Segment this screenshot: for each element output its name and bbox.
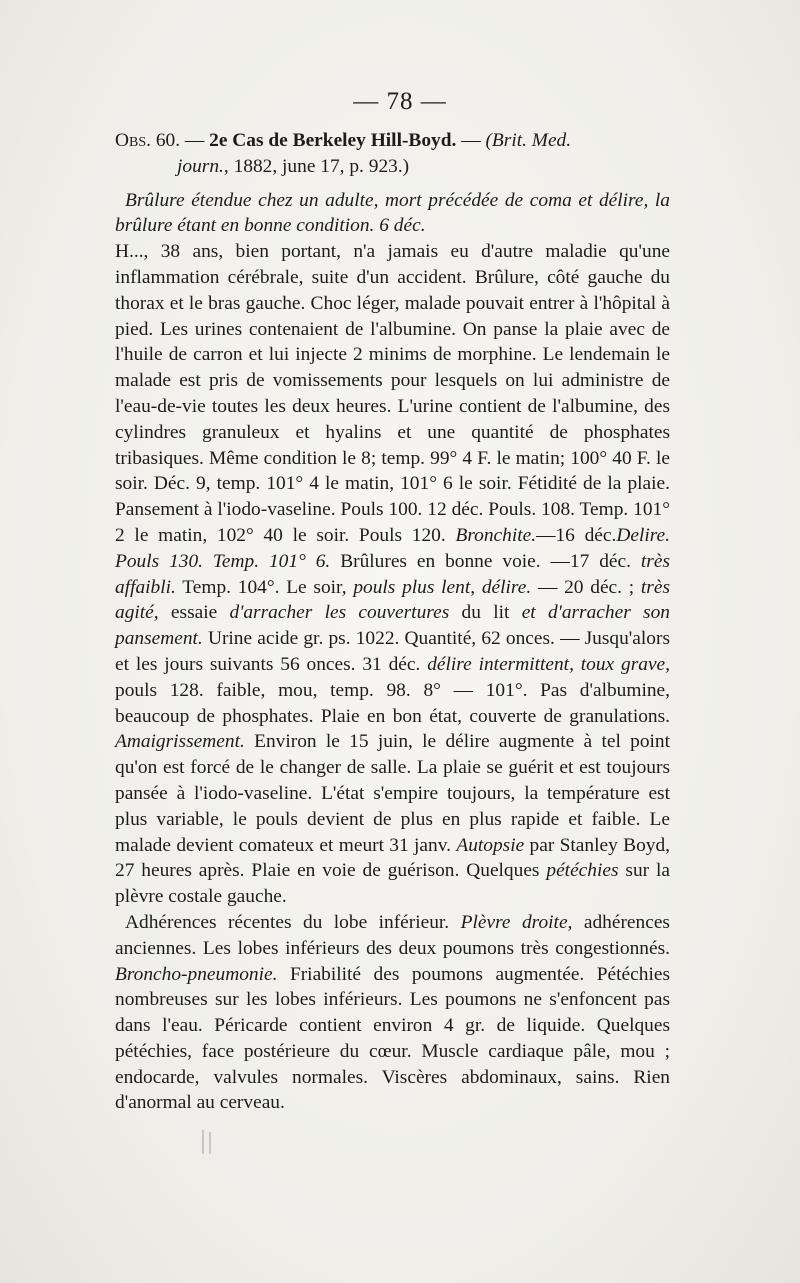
- narrative-emphasis: Amaigrissement.: [115, 731, 245, 753]
- narrative-text: du lit: [449, 602, 510, 624]
- narrative-text: Temp. 104°. Le soir,: [175, 576, 347, 598]
- narrative-text: par Stanley Boyd, 27 heures après. Plaie en voie de guérison. Quelques: [115, 834, 670, 882]
- findings-text: Friabilité des poumons augmentée. Pétéchies nombreuses sur les lobes inférieurs. Les poumons ne s'enfoncent pas dans l'eau. Péricarde contient environ 4 gr. de liquide. Quelques pétéchies, face postérieure du cœur. Muscle cardiaque pâle, mou ; endocarde, valvules normales. Viscères abdominaux, sains. Rien d'anormal au cerveau.: [115, 963, 670, 1114]
- narrative-emphasis: Bronchite.: [455, 524, 537, 546]
- narrative-emphasis: très affaibli.: [115, 550, 670, 598]
- source-reference: (Brit. Med.: [485, 130, 572, 151]
- narrative-text: — 20 déc. ;: [531, 576, 635, 598]
- narrative-text: essaie: [158, 602, 218, 624]
- findings-emphasis: Plèvre droite,: [460, 911, 573, 933]
- source-reference-line-2: [115, 154, 670, 180]
- narrative-text: H..., 38 ans, bien portant, n'a jamais eu d'autre maladie qu'une inflammation cérébrale, suite d'un accident. Brûlure, côté gauche du thorax et le bras gauche. Choc léger, malade pouvait entrer à l'hôpital à pied. Les urines contenaient de l'albumine. On panse la plaie avec de l'huile de carron et lui injecte 2 minims de morphine. Le lendemain le malade est pris de vomissements pour lesquels on lui administre de l'eau-de-vie toutes les deux heures. L'urine contient de l'albumine, des cylindres granuleux et hyalins et une quantité de phosphates tribasiques. Même condition le 8; temp. 99° 4 F. le matin; 100° 40 F. le soir. Déc. 9, temp. 101° 4 le matin, 101° 6 le soir. Fétidité de la plaie. Pansement à l'iodo-vaseline. Pouls 100. 12 déc. Pouls. 108. Temp. 101° 2 le matin, 102° 40 le soir. Pouls 120.: [115, 241, 670, 546]
- header-dash: —: [180, 130, 210, 151]
- narrative-text: Environ le 15 juin, le délire augmente à tel point qu'on est forcé de le changer de salle. La plaie se guérit et est toujours pansée à l'iodo-vaseline. L'état s'empire toujours, la température est plus variable, le pouls devient de plus en plus rapide et faible. Le malade devient comateux et meurt 31 janv.: [115, 731, 670, 856]
- narrative-text: pouls 128. faible, mou, temp. 98. 8° — 101°. Pas d'albumine, beaucoup de phosphates. Plaie en bon état, couverte de granulations.: [115, 679, 670, 727]
- journal-date: 1882, june 17, p. 923.): [228, 155, 410, 177]
- header-dash-2: —: [456, 130, 486, 151]
- autopsy-findings: [115, 910, 670, 1116]
- narrative-emphasis: Delire. Pouls 130. Temp. 101° 6.: [115, 524, 671, 572]
- findings-text: Adhérences récentes du lobe inférieur.: [125, 911, 450, 933]
- observation-header: [115, 128, 670, 154]
- findings-emphasis: Broncho-pneumonie.: [115, 963, 278, 985]
- narrative-text: Brûlures en bonne voie. —17 déc.: [330, 550, 631, 572]
- narrative-text: Urine acide gr. ps. 1022. Quantité, 62 onces. — Jusqu'alors et les jours suivants 56 onces. 31 déc.: [115, 628, 670, 675]
- narrative-emphasis: délire intermittent, toux grave,: [427, 653, 671, 675]
- spacer: [115, 180, 670, 188]
- narrative-text: —16 déc.: [536, 524, 617, 546]
- page-number: — 78 —: [353, 88, 447, 115]
- obs-label: Obs. 60.: [115, 130, 181, 151]
- case-summary: Brûlure étendue chez un adulte, mort précédée de coma et délire, la brûlure étant en bonne condition. 6 déc.: [115, 189, 670, 237]
- case-title: 2e Cas de Berkeley Hill-Boyd.: [209, 130, 457, 151]
- narrative-emphasis: pouls plus lent, délire.: [353, 576, 532, 598]
- observation-text: [115, 128, 670, 1116]
- narrative-emphasis: Autopsie: [456, 834, 525, 856]
- narrative-text: sur la plèvre costale gauche.: [115, 860, 670, 908]
- narrative-emphasis: très agité,: [115, 576, 671, 624]
- narrative-emphasis: et d'arracher son pansement.: [115, 602, 670, 650]
- narrative-emphasis: pétéchies: [546, 860, 619, 882]
- journal-abbrev: journ.,: [177, 155, 229, 177]
- findings-text: adhérences anciennes. Les lobes inférieurs des deux poumons très congestionnés.: [115, 911, 670, 959]
- faint-mark: [198, 1128, 224, 1156]
- narrative-emphasis: d'arracher les couvertures: [229, 602, 450, 624]
- case-narrative: [115, 239, 670, 910]
